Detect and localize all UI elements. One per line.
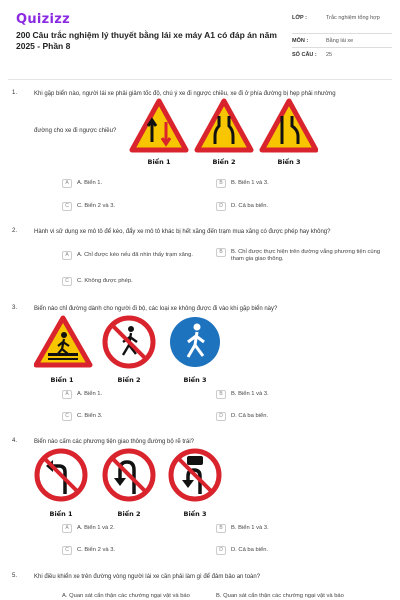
option-text: C. Biển 2 và 3. xyxy=(77,203,116,209)
option-letter: A xyxy=(62,179,72,188)
meta-value: Bằng lái xe xyxy=(326,38,354,44)
meta-row-subject xyxy=(292,34,392,48)
sign-label: Biển 1 xyxy=(147,158,171,166)
sign-3-icon xyxy=(171,451,219,499)
option-text: B. Biển 1 và 3. xyxy=(231,525,269,531)
meta-value: Trắc nghiệm tổng hợp xyxy=(326,15,380,21)
option-letter: B xyxy=(216,390,226,399)
meta-key: SỐ CÂU : xyxy=(292,52,317,58)
pedestrian-signs xyxy=(34,315,224,375)
option-letter: B xyxy=(216,524,226,533)
sign-label: Biển 3 xyxy=(183,376,207,384)
question-text-line: Khi gặp biển nào, người lái xe phải giảm tốc độ, chú ý xe đi ngược chiều, xe đi ở phía đường bị hẹp phải nhường xyxy=(34,91,336,97)
sign-label: Biển 3 xyxy=(277,158,301,166)
option-text: A. Quan sát cẩn thận các chướng ngại vật và báo xyxy=(62,593,190,599)
sign-2-icon xyxy=(105,318,153,366)
option-letter: C xyxy=(62,202,72,211)
narrow-road-signs xyxy=(128,98,318,158)
meta-key: MÔN : xyxy=(292,38,309,44)
option-text: A. Biển 1. xyxy=(77,391,103,397)
sign-label: Biển 2 xyxy=(117,376,141,384)
option-text: B. Quan sát cẩn thận các chướng ngại vật và báo xyxy=(216,593,344,599)
meta-row-count xyxy=(292,48,392,62)
option-letter: A xyxy=(62,524,72,533)
sign-label: Biển 2 xyxy=(212,158,236,166)
option-text: C. Biển 3. xyxy=(77,413,103,419)
option-letter: D xyxy=(216,202,226,211)
sign-1-icon xyxy=(37,451,85,499)
sign-label: Biển 2 xyxy=(117,510,141,518)
option-letter: A xyxy=(62,251,72,260)
question-text: Biển nào chỉ đường dành cho người đi bộ, các loại xe không được đi vào khi gặp biển này? xyxy=(34,306,278,312)
sign-image-q1 xyxy=(128,98,318,168)
option-text: B. Chỉ được thực hiện trên đường vắng phương tiện cùng tham gia giao thông. xyxy=(231,249,381,262)
question-number: 5. xyxy=(12,573,18,579)
option-letter: C xyxy=(62,277,72,286)
sign-1-icon xyxy=(132,101,186,150)
option-text: C. Biển 2 và 3. xyxy=(77,547,116,553)
no-left-turn-signs xyxy=(34,448,224,508)
question-text: Hành vi sử dụng xe mô tô để kéo, đẩy xe mô tô khác bị hết xăng đến trạm mua xăng có được phép hay không? xyxy=(34,229,331,235)
question-number: 2. xyxy=(12,228,18,234)
question-text: Khi điều khiển xe trên đường vòng người lái xe cần phải làm gì để đảm bảo an toàn? xyxy=(34,574,261,580)
sign-label: Biển 1 xyxy=(49,510,73,518)
option-letter: B xyxy=(216,248,226,257)
question-text-continued: đường cho xe đi ngược chiều? xyxy=(34,128,117,134)
quizizz-logo: Quizizz xyxy=(16,12,71,27)
option-text: D. Cả ba biển. xyxy=(231,547,269,553)
option-text: A. Chỉ được kéo nếu đã nhìn thấy trạm xăng. xyxy=(77,252,193,258)
question-number: 4. xyxy=(12,438,18,444)
question-text: Biển nào cấm các phương tiện giao thông đường bộ rẽ trái? xyxy=(34,439,195,445)
question-number: 3. xyxy=(12,305,18,311)
option-letter: C xyxy=(62,546,72,555)
sign-2-icon xyxy=(197,101,251,150)
option-text: D. Cả ba biển. xyxy=(231,413,269,419)
option-text: D. Cả ba biển. xyxy=(231,203,269,209)
header-divider xyxy=(8,79,392,80)
sign-1-icon xyxy=(36,318,90,365)
sign-2-icon xyxy=(105,451,153,499)
meta-key: LỚP : xyxy=(292,15,307,21)
option-text: A. Biển 1. xyxy=(77,180,103,186)
sign-label: Biển 3 xyxy=(183,510,207,518)
question-number: 1. xyxy=(12,90,18,96)
option-letter: B xyxy=(216,179,226,188)
option-letter: D xyxy=(216,546,226,555)
document-header xyxy=(0,0,400,76)
meta-row-class xyxy=(292,10,392,34)
option-letter: D xyxy=(216,412,226,421)
option-text: B. Biển 1 và 3. xyxy=(231,391,269,397)
sign-3-icon xyxy=(262,101,316,150)
option-letter: A xyxy=(62,390,72,399)
option-text: C. Không được phép. xyxy=(77,278,133,284)
sign-label: Biển 1 xyxy=(50,376,74,384)
document-title: 200 Câu trắc nghiệm lý thuyết bằng lái xe máy A1 có đáp án năm 2025 - Phần 8 xyxy=(16,30,277,51)
sign-image-q4 xyxy=(34,448,224,518)
sign-3-icon xyxy=(170,317,220,367)
meta-value: 25 xyxy=(326,52,333,58)
option-letter: C xyxy=(62,412,72,421)
meta-table xyxy=(292,10,392,62)
sign-image-q3 xyxy=(34,315,224,385)
option-text: A. Biển 1 và 2. xyxy=(77,525,115,531)
option-text: B. Biển 1 và 3. xyxy=(231,180,269,186)
